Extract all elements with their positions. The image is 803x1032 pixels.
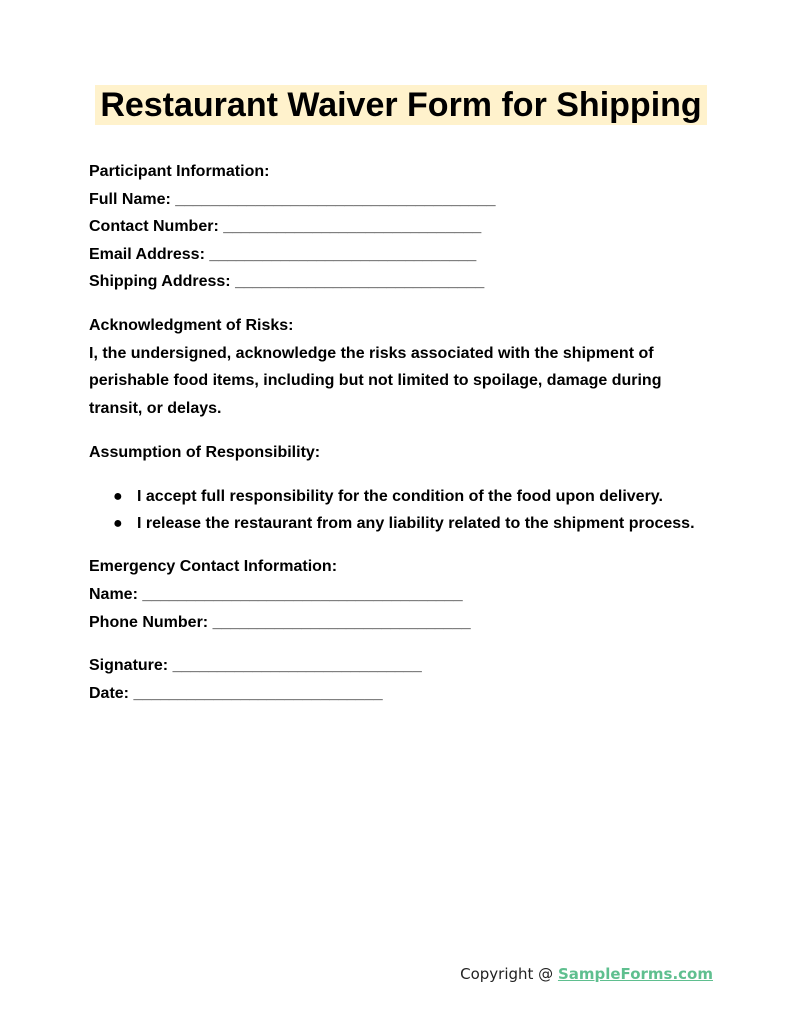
signature-field[interactable]: Signature: ____________________________ xyxy=(89,657,422,675)
page-title: Restaurant Waiver Form for Shipping xyxy=(95,85,707,125)
responsibility-heading: Assumption of Responsibility: xyxy=(89,443,321,461)
footer xyxy=(460,965,713,983)
emergency-phone-field[interactable]: Phone Number: _____________________________ xyxy=(89,613,471,631)
list-item-text: I accept full responsibility for the condition of the food upon delivery. xyxy=(137,487,663,505)
participant-heading: Participant Information: xyxy=(89,163,270,180)
form-body xyxy=(89,158,729,707)
bullet-icon: ● xyxy=(113,514,123,532)
bullet-icon: ● xyxy=(113,487,123,505)
list-item xyxy=(89,510,729,537)
email-field[interactable]: Email Address: ______________________________ xyxy=(89,245,477,263)
emergency-heading: Emergency Contact Information: xyxy=(89,558,338,576)
responsibility-list xyxy=(89,483,729,538)
risks-text: I, the undersigned, acknowledge the risks associated with the shipment of perishable food items, including but not limited to spoilage, damage during transit, or delays. xyxy=(89,344,662,418)
risks-heading: Acknowledgment of Risks: xyxy=(89,316,294,334)
full-name-field[interactable]: Full Name: ____________________________________ xyxy=(89,190,496,208)
contact-number-field[interactable]: Contact Number: _____________________________ xyxy=(89,218,482,236)
sampleforms-link[interactable]: SampleForms.com xyxy=(557,965,713,983)
emergency-name-field[interactable]: Name: ____________________________________ xyxy=(89,585,463,603)
copyright-text: Copyright @ xyxy=(460,965,558,983)
list-item-text: I release the restaurant from any liability related to the shipment process. xyxy=(137,514,695,532)
list-item xyxy=(89,483,729,510)
shipping-address-field[interactable]: Shipping Address: ____________________________ xyxy=(89,273,485,291)
date-field[interactable]: Date: ____________________________ xyxy=(89,684,383,702)
